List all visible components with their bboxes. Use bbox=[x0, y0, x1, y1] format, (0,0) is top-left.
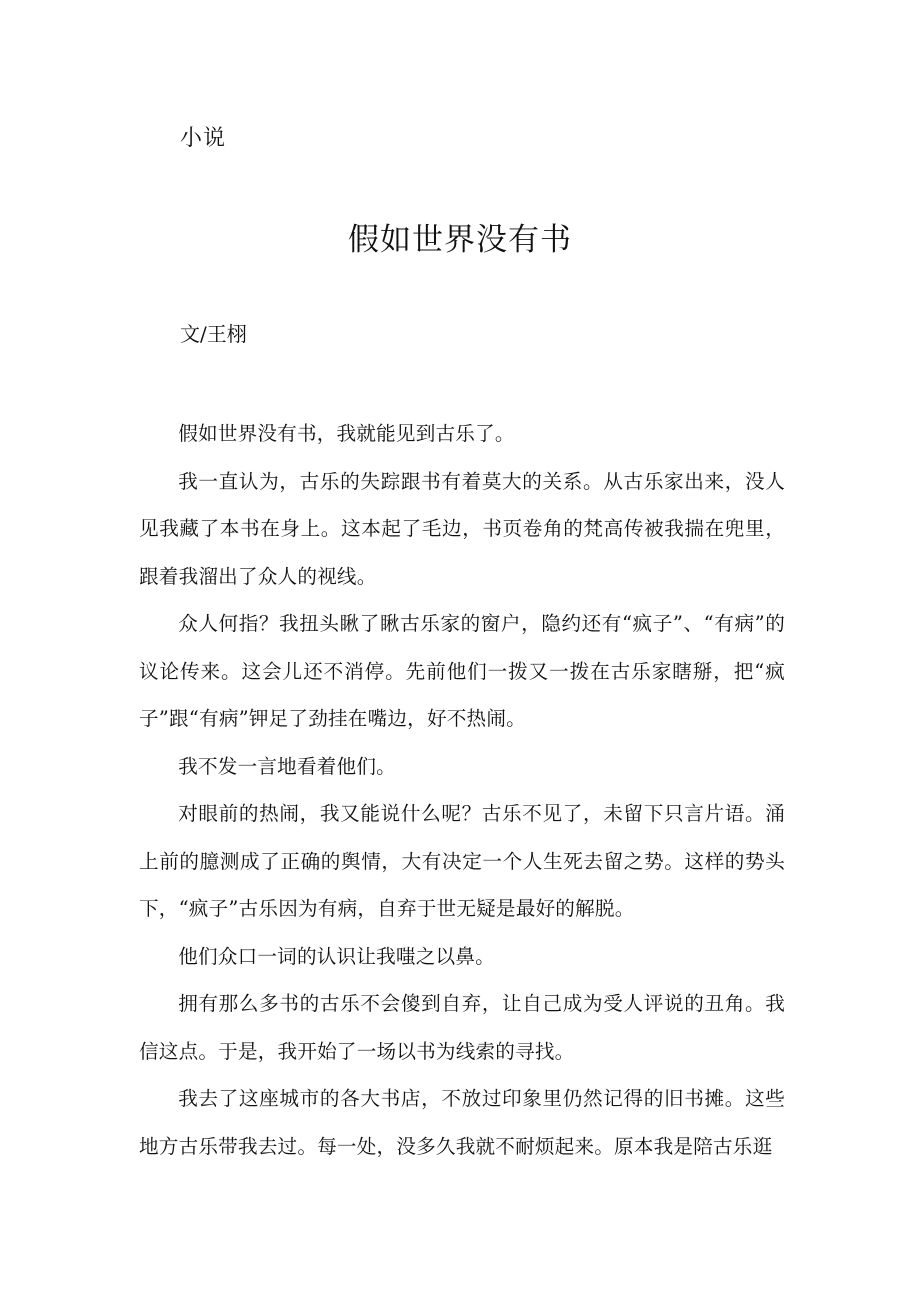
paragraph: 我去了这座城市的各大书店，不放过印象里仍然记得的旧书摊。这些地方古乐带我去过。每一处，没多久我就不耐烦起来。原本我是陪古乐逛 bbox=[139, 1087, 785, 1158]
story-body bbox=[139, 410, 785, 1170]
paragraph: 我不发一言地看着他们。 bbox=[178, 754, 396, 778]
paragraph: 众人何指？我扭头瞅了瞅古乐家的窗户，隐约还有“疯子”、“有病”的议论传来。这会儿还不消停。先前他们一拨又一拨在古乐家瞎掰，把“疯子”跟“有病”钾足了劲挂在嘴边，好不热闹。 bbox=[139, 612, 785, 730]
author-byline: 文/王栩 bbox=[180, 322, 247, 346]
paragraph: 他们众口一词的认识让我嗤之以鼻。 bbox=[178, 944, 495, 968]
paragraph: 假如世界没有书，我就能见到古乐了。 bbox=[178, 422, 515, 445]
paragraph: 对眼前的热闹，我又能说什么呢？古乐不见了，未留下只言片语。涌上前的臆测成了正确的舆情，大有决定一个人生死去留之势。这样的势头下，“疯子”古乐因为有病，自弃于世无疑是最好的解脱。 bbox=[139, 802, 785, 920]
paragraph: 我一直认为，古乐的失踪跟书有着莫大的关系。从古乐家出来，没人见我藏了本书在身上。这本起了毛边，书页卷角的梵高传被我揣在兜里，跟着我溜出了众人的视线。 bbox=[139, 469, 785, 588]
story-title: 假如世界没有书 bbox=[348, 222, 572, 258]
category-label: 小说 bbox=[180, 126, 227, 151]
paragraph: 拥有那么多书的古乐不会傻到自弃，让自己成为受人评说的丑角。我信这点。于是，我开始了一场以书为线索的寻找。 bbox=[139, 992, 785, 1063]
